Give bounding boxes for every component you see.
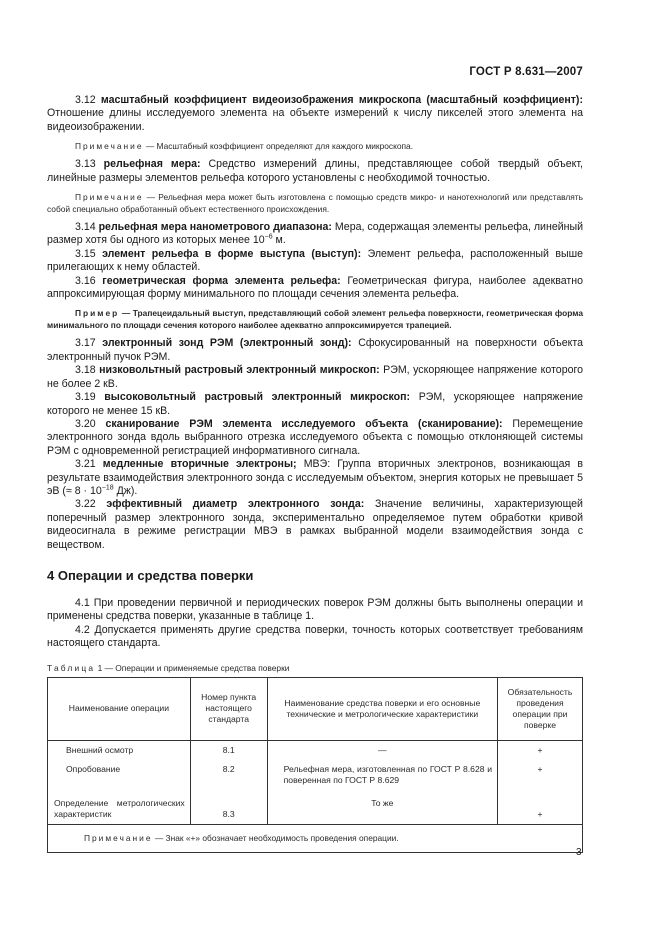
verification-table <box>47 677 583 853</box>
clause-tail: м. <box>272 234 286 247</box>
example-text: — Трапецеидальный выступ, представляющий собой элемент рельефа поверхности, геометрическая форма минимального по площади сечения которого наиболее адекватно аппроксимируется трапецией. <box>47 308 583 331</box>
clause-term: электронный зонд РЭМ (электронный зонд): <box>102 337 352 350</box>
table-cell: 8.3 <box>190 796 267 825</box>
clause-number: 3.16 <box>75 274 96 287</box>
table-cell: Опробование <box>48 758 191 796</box>
document-header: ГОСТ Р 8.631—2007 <box>469 66 583 78</box>
clause-3-22 <box>47 498 583 552</box>
note-3-12 <box>47 140 583 152</box>
clause-text: Значение величины, характеризующей поперечный размер электронного зонда, экспериментально определяемое путем обработки кривой видеосигнала в режиме регистрации МВЭ в рамках выбранной модели взаимодействия зонда с веществом. <box>47 498 583 551</box>
clause-3-13 <box>47 158 583 185</box>
clause-4-2: 4.2 Допускается применять другие средства поверки, точность которых соответствует требованиям настоящего стандарта. <box>47 623 583 650</box>
table-header-row <box>48 677 583 740</box>
note-label: Примечание <box>75 141 144 152</box>
column-header: Наименование средства поверки и его основные технические и метрологические характеристики <box>267 677 497 740</box>
clause-number: 3.20 <box>75 417 96 430</box>
clause-number: 3.15 <box>75 247 96 260</box>
table-cell: То же <box>267 796 497 825</box>
section-title: 4 Операции и средства поверки <box>47 567 254 583</box>
note-text: — Масштабный коэффициент определяют для каждого микроскопа. <box>145 141 414 152</box>
example-3-16 <box>47 307 583 331</box>
clause-number: 3.12 <box>75 94 96 106</box>
clause-number: 3.14 <box>75 221 96 234</box>
clause-term: геометрическая форма элемента рельефа: <box>102 274 341 287</box>
clause-text: Перемещение электронного зонда вдоль выбранного отрезка исследуемого объекта с помощью отклоняющей системы РЭМ с одновременной регистрацией информативного сигнала. <box>47 417 583 457</box>
clause-term: элемент рельефа в форме выступа (выступ): <box>102 247 362 260</box>
table-cell: + <box>498 740 583 758</box>
column-header: Наименование операции <box>48 677 191 740</box>
exponent: −6 <box>264 233 273 241</box>
table-row <box>48 740 583 758</box>
clause-number: 3.18 <box>75 364 96 377</box>
clause-text: МВЭ: Группа вторичных электронов, возникающая в результате взаимодействия электронного зонда с исследуемым объектом, энергия которых не превышает 5 эВ (≈ 8 · 10 <box>47 458 583 497</box>
clause-tail: Дж). <box>113 484 138 497</box>
table-note-row <box>48 824 583 852</box>
clause-number: 3.21 <box>75 458 96 471</box>
table-cell: 8.1 <box>190 740 267 758</box>
table-note-label: Примечание <box>84 832 153 843</box>
table-cell: Определение метрологических характеристик <box>48 796 191 825</box>
example-label: Пример <box>75 308 120 319</box>
note-3-13 <box>47 191 583 215</box>
clause-4-1: 4.1 При проведении первичной и периодических поверок РЭМ должны быть выполнены операции и применены средства поверки, указанные в таблице 1. <box>47 596 583 623</box>
clause-3-18 <box>47 364 583 391</box>
clause-text: Геометрическая фигура, наиболее адекватно аппроксимирующая форму минимального по площади сечения элемента рельефа. <box>47 274 583 301</box>
table-cell: Рельефная мера, изготовленная по ГОСТ Р 8.628 и поверенная по ГОСТ Р 8.629 <box>267 758 497 796</box>
clause-3-14 <box>47 221 583 248</box>
clause-term: сканирование РЭМ элемента исследуемого объекта (сканирование): <box>105 417 503 430</box>
clause-3-21 <box>47 458 583 498</box>
clause-3-17 <box>47 337 583 364</box>
clause-text: Мера, содержащая элементы рельефа, линейный размер хотя бы одного из которых менее 10 <box>47 221 584 247</box>
clause-3-15 <box>47 248 583 275</box>
clause-number: 3.13 <box>75 158 96 171</box>
clause-term: высоковольтный растровый электронный микроскоп: <box>104 391 411 404</box>
table-note <box>48 824 583 852</box>
table-cell: + <box>498 796 583 825</box>
column-header: Обязательность проведения операции при поверке <box>498 677 583 740</box>
table-cell: + <box>498 758 583 796</box>
clause-number: 3.19 <box>75 391 96 404</box>
clause-3-19 <box>47 391 583 418</box>
clause-text: РЭМ, ускоряющее напряжение которого не менее 15 кВ. <box>47 391 584 417</box>
page-number: 3 <box>576 847 582 858</box>
table-cell: — <box>267 740 497 758</box>
table-caption-label: Таблица <box>47 662 96 673</box>
clause-text: Отношение длины исследуемого элемента на объекте измерений к числу пикселей этого элемента на видеоизображении. <box>47 107 583 133</box>
table-row <box>48 758 583 796</box>
clause-3-12 <box>47 94 583 134</box>
page-content <box>47 94 583 853</box>
clause-text: Элемент рельефа, расположенный выше прилегающих к нему областей. <box>47 247 584 274</box>
table-cell: Внешний осмотр <box>48 740 191 758</box>
clause-3-20 <box>47 418 583 458</box>
table-caption-text: 1 — Операции и применяемые средства поверки <box>97 662 290 673</box>
clause-number: 3.17 <box>75 337 96 350</box>
clause-term: низковольтный растровый электронный микроскоп: <box>99 364 380 377</box>
table-row <box>48 796 583 825</box>
clause-term: рельефная мера нанометрового диапазона: <box>98 221 332 234</box>
clause-text: РЭМ, ускоряющее напряжение которого не более 2 кВ. <box>47 364 584 390</box>
table-note-text: — Знак «+» обозначает необходимость проведения операции. <box>154 832 399 843</box>
column-header: Номер пункта настоящего стандарта <box>190 677 267 740</box>
clause-term: масштабный коэффициент видеоизображения микроскопа (масштабный коэффициент): <box>100 94 583 106</box>
clause-term: эффективный диаметр электронного зонда: <box>106 498 365 511</box>
table-cell: 8.2 <box>190 758 267 796</box>
exponent: −18 <box>101 484 114 492</box>
note-label: Примечание <box>75 192 144 203</box>
clause-text: Сфокусированный на поверхности объекта электронный пучок РЭМ. <box>47 337 583 363</box>
table-caption <box>47 663 583 673</box>
clause-number: 3.22 <box>75 498 96 511</box>
clause-3-16 <box>47 275 583 302</box>
clause-text: Средство измерений длины, представляющее собой твердый объект, линейные размеры элементов рельефа которого установлены с необходимой точностью. <box>47 158 583 184</box>
clause-term: рельефная мера: <box>103 158 201 171</box>
clause-term: медленные вторичные электроны; <box>102 458 297 471</box>
note-text: — Рельефная мера может быть изготовлена с помощью средств микро- и нанотехнологий или представлять собой специально обработанный объект естественного происхождения. <box>47 192 583 215</box>
